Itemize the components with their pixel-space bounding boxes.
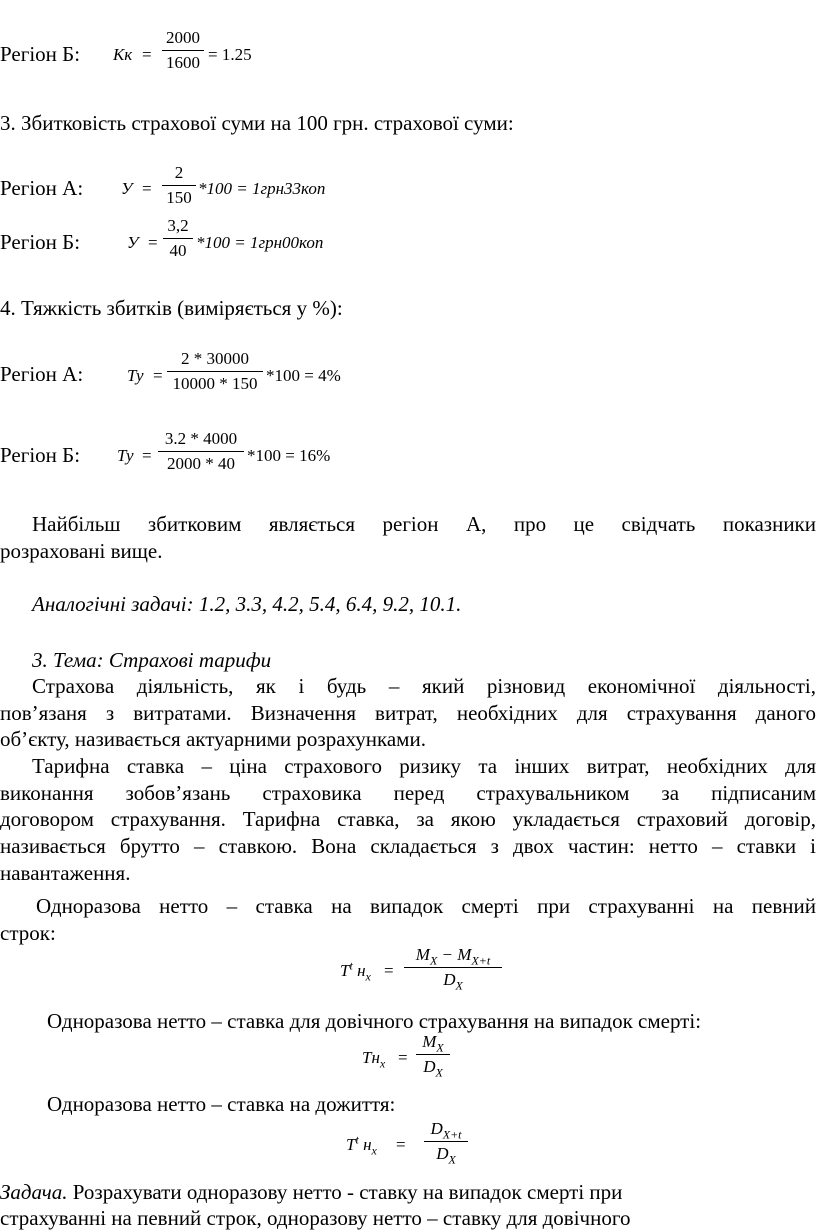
kk-numerator: 2000 (166, 28, 200, 47)
formula1-eq: = (384, 961, 394, 980)
conclusion-line: розраховані вище. (0, 538, 163, 563)
s3a-symbol: У (121, 179, 133, 198)
paragraph-2 (0, 753, 816, 886)
s4b-fraction (158, 429, 244, 474)
task-text: Розрахувати одноразову нетто - ставку на випадок смерті при (67, 1180, 623, 1204)
kk-eq: = (142, 45, 152, 64)
s4b-numerator: 3.2 * 4000 (164, 429, 238, 448)
s4a-symbol: Ту (127, 366, 144, 385)
formula2-eq: = (398, 1048, 408, 1067)
conclusion-line: Найбільш збитковим являється регіон А, про це свідчать показники (32, 512, 816, 536)
s3b-symbol: У (127, 233, 139, 252)
kk-result: = 1.25 (208, 45, 252, 64)
similar-tasks: Аналогічні задачі: 1.2, 3.3, 4.2, 5.4, 6.4, 9.2, 10.1. (32, 592, 462, 616)
formula2-denominator: $D_X$ (423, 1057, 443, 1080)
s3b-denominator: 40 (169, 241, 187, 260)
section3-heading: 3. Збитковість страхової суми на 100 грн. страхової суми: (0, 111, 514, 135)
s3a-numerator: 2 (174, 163, 184, 182)
formula3-numerator: $D_{X+t}$ (430, 1119, 462, 1142)
kk-fraction (162, 28, 204, 73)
paragraph-line: навантаження. (0, 860, 131, 885)
paragraph-line: договором страхування. Тарифна ставка, за якою укладається страховий договір, (0, 807, 816, 832)
formula3-denominator: $D_X$ (436, 1144, 456, 1167)
s3a-rest: *100 = 1грн33коп (198, 179, 326, 198)
s4b-eq: = (142, 446, 152, 465)
paragraph-line: об’єкту, називається актуарними розрахунками. (0, 727, 426, 752)
formula1-lhs: $T^t$ $н_x$ (340, 958, 371, 984)
kk-symbol: Кк (113, 45, 133, 64)
section3-region-b-label: Регіон Б: (0, 230, 81, 254)
paragraph-line: Тарифна ставка – ціна страхового ризику та інших витрат, необхідних для (32, 754, 816, 778)
paragraph-1 (0, 673, 816, 753)
section3-region-a-label: Регіон А: (0, 176, 84, 200)
s4a-numerator: 2 * 30000 (181, 349, 249, 368)
formula2-fraction (416, 1032, 450, 1080)
task-line-2: страхуванні на певний строк, одноразову нетто – ставку для довічного (0, 1206, 631, 1230)
paragraph-line: Страхова діяльність, як і будь – який різновид економічної діяльності, (32, 674, 816, 698)
paragraph-line: строк: (0, 920, 56, 945)
task-label: Задача. (0, 1180, 68, 1204)
formula1-denominator: $D_X$ (443, 970, 463, 993)
s3b-eq: = (148, 233, 158, 252)
s4a-rest: *100 = 4% (266, 366, 341, 385)
section4-region-b-label: Регіон Б: (0, 443, 81, 467)
s3a-eq: = (142, 179, 152, 198)
formula2-numerator: $M_X$ (422, 1032, 444, 1055)
formula3-eq: = (396, 1135, 406, 1154)
paragraph-5: Одноразова нетто – ставка на дожиття: (47, 1092, 396, 1116)
s4a-fraction (167, 349, 263, 394)
formula1-numerator: $M_X - M_{X+t}$ (415, 945, 491, 968)
s3b-rest: *100 = 1грн00коп (196, 233, 324, 252)
s4a-eq: = (153, 366, 163, 385)
s4b-rest: *100 = 16% (247, 446, 331, 465)
paragraph-3 (0, 893, 816, 946)
section4-heading: 4. Тяжкість збитків (виміряється у %): (0, 296, 343, 320)
region-b-label: Регіон Б: (0, 42, 81, 66)
s3b-fraction (163, 216, 193, 261)
s4b-symbol: Ту (117, 446, 134, 465)
topic-heading: 3. Тема: Страхові тарифи (32, 648, 272, 672)
conclusion-paragraph (0, 511, 816, 564)
paragraph-line: виконання зобов’язань страховика перед страхувальником за підписаним (0, 780, 816, 805)
formula2-lhs: $Тн_x$ (362, 1048, 386, 1071)
s3a-denominator: 150 (166, 188, 192, 207)
paragraph-line: пов’язаня з витратами. Визначення витрат, необхідних для страхування даного (0, 700, 816, 725)
section4-region-a-label: Регіон А: (0, 362, 84, 386)
formula3-fraction (424, 1119, 468, 1167)
s3a-fraction (162, 163, 196, 208)
paragraph-line: Одноразова нетто – ставка на випадок смерті при страхуванні на певний (36, 894, 816, 918)
s3b-numerator: 3,2 (167, 216, 189, 235)
kk-denominator: 1600 (166, 53, 200, 72)
task-line-1 (0, 1180, 622, 1204)
paragraph-line: називається брутто – ставкою. Вона складається з двох частин: нетто – ставки і (0, 834, 816, 859)
formula1-fraction (404, 945, 502, 993)
formula3-lhs: $T^t$ $н_x$ (346, 1132, 377, 1158)
s4a-denominator: 10000 * 150 (172, 374, 258, 393)
paragraph-4: Одноразова нетто – ставка для довічного страхування на випадок смерті: (47, 1009, 702, 1033)
s4b-denominator: 2000 * 40 (167, 454, 235, 473)
